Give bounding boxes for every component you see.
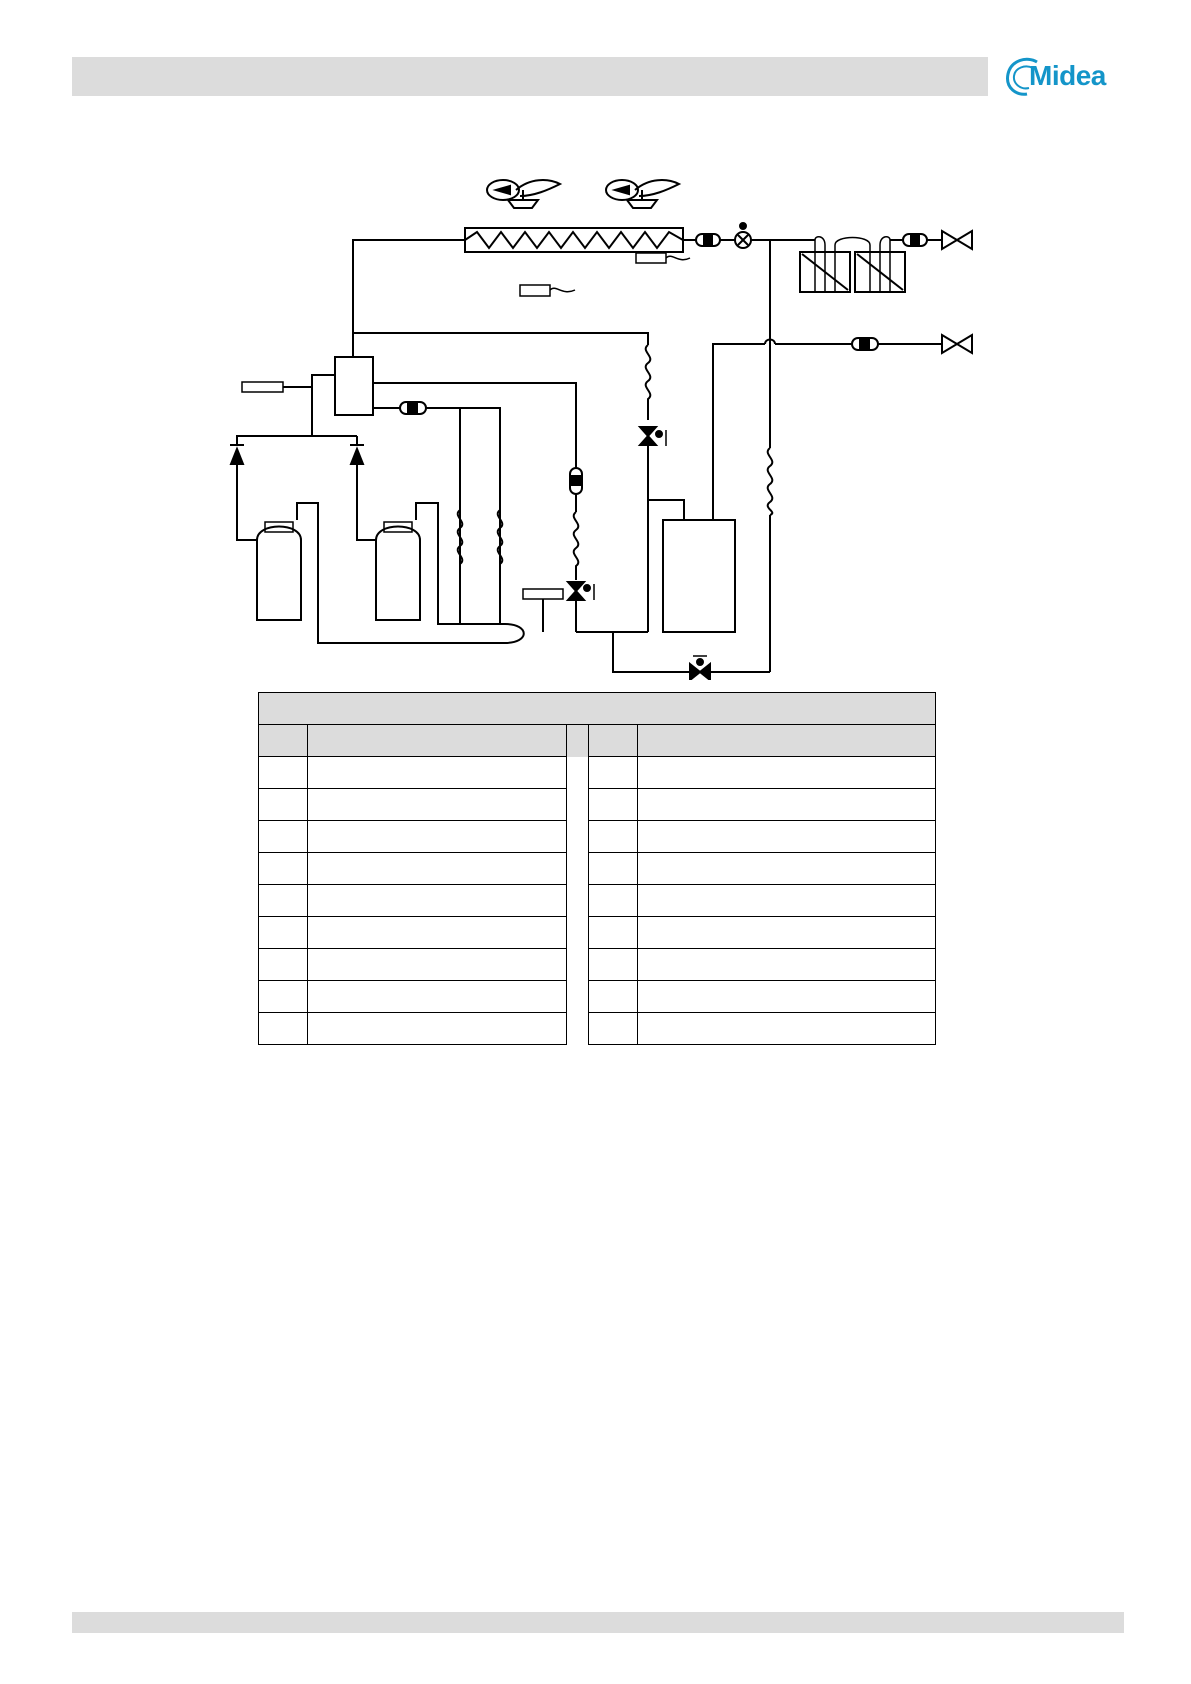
table-row <box>259 885 936 917</box>
legend-cell <box>259 885 308 917</box>
legend-cell <box>589 789 638 821</box>
temperature-sensor <box>520 285 550 296</box>
check-valve-icon <box>230 445 244 464</box>
legend-cell <box>589 917 638 949</box>
legend-cell <box>589 757 638 789</box>
legend-cell <box>589 981 638 1013</box>
legend-cell <box>638 981 936 1013</box>
legend-cell <box>638 885 936 917</box>
legend-cell <box>589 949 638 981</box>
table-row <box>259 789 936 821</box>
filter-icon <box>400 402 426 414</box>
legend-cell <box>308 981 567 1013</box>
legend-cell <box>308 853 567 885</box>
legend-cell <box>589 885 638 917</box>
legend-cell <box>638 917 936 949</box>
solenoid-valve-icon <box>690 656 710 680</box>
legend-cell <box>589 1013 638 1045</box>
capillary-tube-icon <box>458 510 463 564</box>
stop-valve-icon <box>942 335 972 353</box>
compressor-icon <box>257 522 301 620</box>
legend-cell <box>308 885 567 917</box>
table-row <box>259 949 936 981</box>
accumulator <box>663 520 735 632</box>
legend-header-cell <box>308 725 567 757</box>
legend-cell <box>259 949 308 981</box>
legend-cell <box>259 789 308 821</box>
fan-icon <box>606 180 679 208</box>
filter-icon <box>852 338 878 350</box>
legend-cell <box>638 1013 936 1045</box>
logo-text: Midea <box>1029 60 1106 91</box>
table-row <box>259 853 936 885</box>
table-row <box>259 757 936 789</box>
table-row <box>259 821 936 853</box>
check-valve-icon <box>350 445 364 464</box>
pressure-sensor <box>242 382 283 392</box>
legend-cell <box>259 917 308 949</box>
footer-bar <box>72 1612 1124 1633</box>
header-bar <box>72 57 988 96</box>
table-row <box>259 1013 936 1045</box>
legend-header-cell <box>589 725 638 757</box>
legend-cell <box>638 821 936 853</box>
legend-cell <box>308 917 567 949</box>
gas-liquid-separator <box>438 624 524 643</box>
legend-cell <box>308 949 567 981</box>
legend-cell <box>638 853 936 885</box>
table-row <box>259 981 936 1013</box>
legend-cell <box>589 821 638 853</box>
legend-cell <box>589 853 638 885</box>
temperature-sensor <box>523 589 563 599</box>
filter-icon <box>696 234 720 246</box>
legend-cell <box>259 1013 308 1045</box>
legend-cell <box>308 789 567 821</box>
expansion-valve-icon <box>735 223 751 248</box>
fan-icon <box>487 180 560 208</box>
filter-icon <box>903 234 927 246</box>
refrigerant-circuit-diagram <box>220 170 990 680</box>
filter-icon <box>570 468 582 494</box>
legend-cell <box>259 981 308 1013</box>
table-row <box>259 917 936 949</box>
compressor-icon <box>376 522 420 620</box>
legend-table <box>258 692 936 1045</box>
capillary-tube-icon <box>768 448 773 515</box>
capillary-tube-icon <box>574 512 579 580</box>
legend-cell <box>259 821 308 853</box>
legend-cell <box>638 789 936 821</box>
legend-title <box>259 693 936 725</box>
legend-header-cell <box>259 725 308 757</box>
legend-cell <box>259 757 308 789</box>
legend-cell <box>638 949 936 981</box>
legend-header-cell <box>638 725 936 757</box>
capillary-tube-icon <box>646 345 651 420</box>
four-way-valve <box>335 357 373 415</box>
legend-title-row <box>259 693 936 725</box>
brand-logo <box>1003 52 1115 100</box>
solenoid-valve-icon <box>640 427 666 446</box>
solenoid-valve-icon <box>568 582 594 600</box>
capillary-tube-icon <box>498 510 503 564</box>
stop-valve-icon <box>942 231 972 249</box>
legend-cell <box>259 853 308 885</box>
legend-header-row <box>259 725 936 757</box>
legend-cell <box>308 1013 567 1045</box>
legend-cell <box>308 757 567 789</box>
legend-cell <box>308 821 567 853</box>
legend-cell <box>638 757 936 789</box>
